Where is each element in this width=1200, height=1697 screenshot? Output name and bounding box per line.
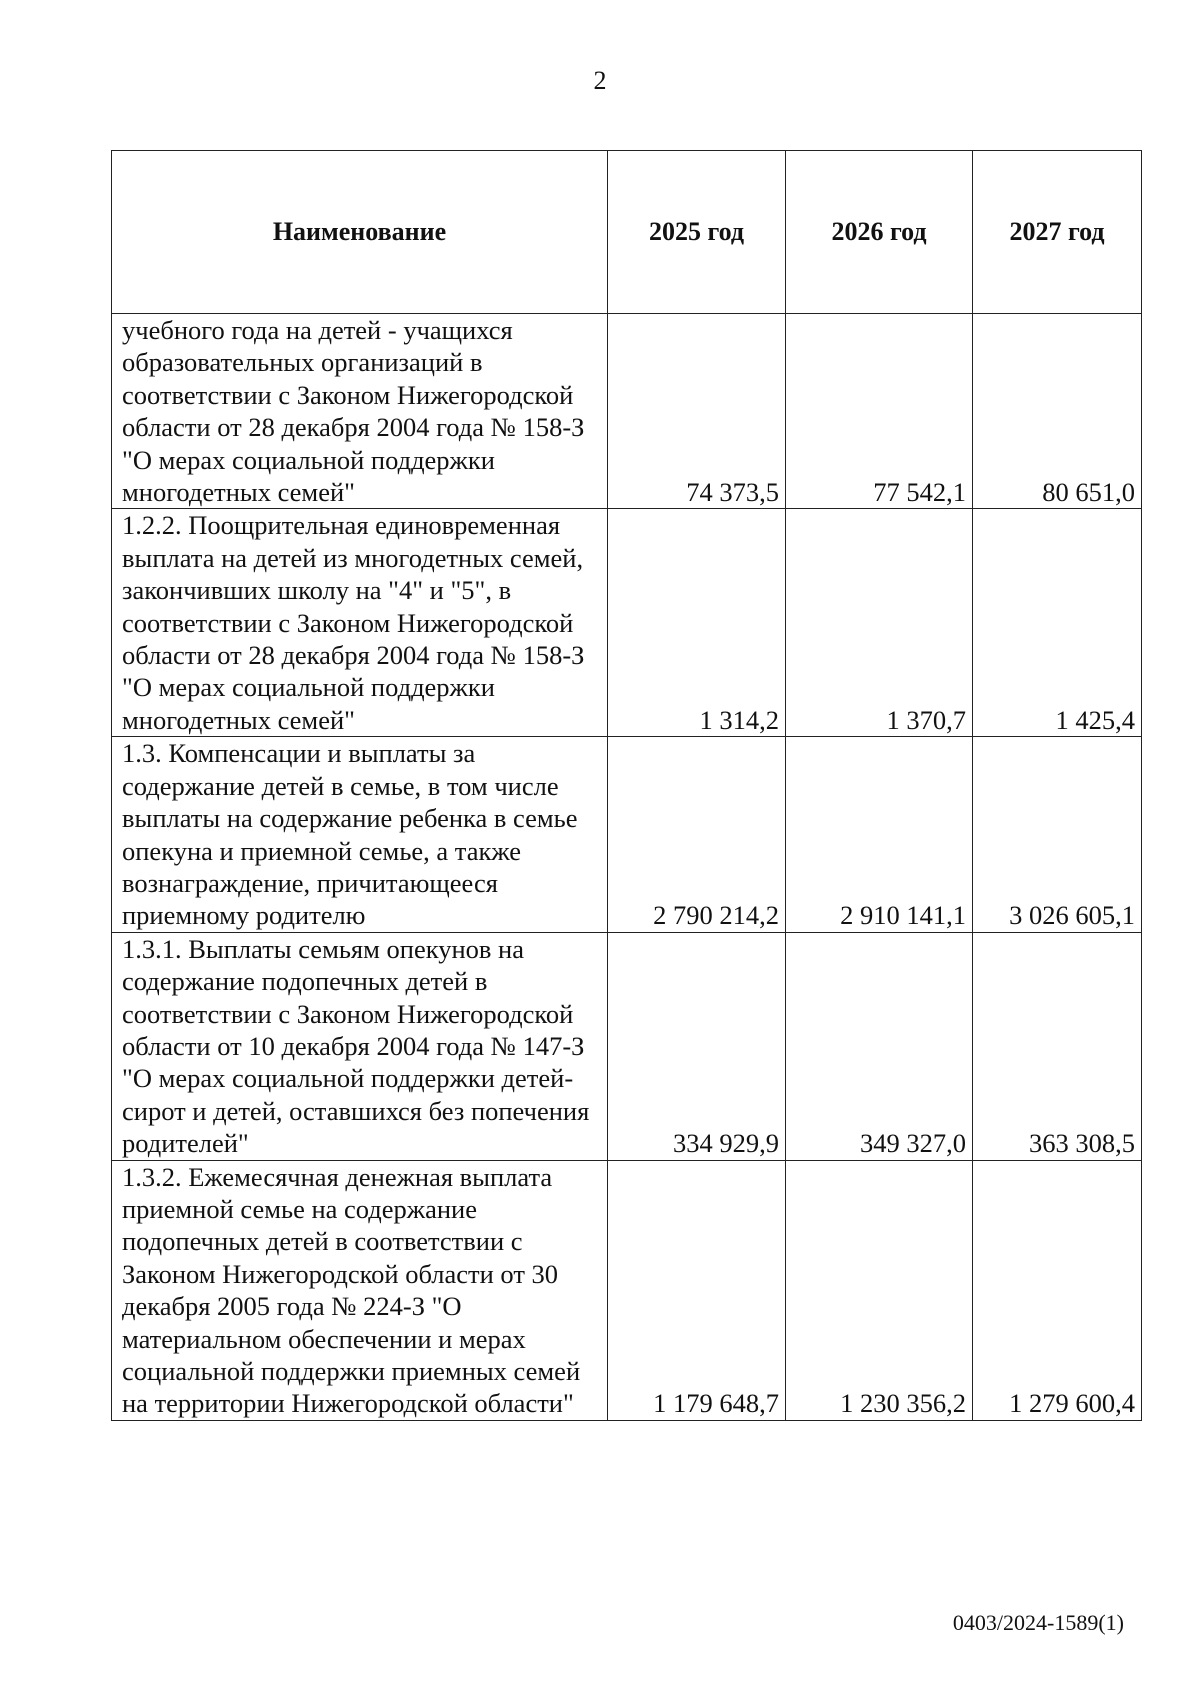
row-value-2027: 1 425,4: [973, 509, 1142, 737]
row-value-2025: 2 790 214,2: [608, 737, 786, 932]
table-row: [112, 1160, 1142, 1420]
table-row: [112, 932, 1142, 1160]
row-name: учебного года на детей - учащихся образовательных организаций в соответствии с Законом Нижегородской области от 28 декабря 2004 года № 158-З "О мерах социальной поддержки многодетных семей": [112, 314, 608, 509]
budget-table: [111, 150, 1142, 1421]
row-name: 1.3.1. Выплаты семьям опекунов на содержание подопечных детей в соответствии с Законом Нижегородской области от 10 декабря 2004 года № 147-З "О мерах социальной поддержки детей-сирот и детей, оставшихся без попечения родителей": [112, 932, 608, 1160]
row-value-2026: 2 910 141,1: [786, 737, 973, 932]
row-value-2025: 74 373,5: [608, 314, 786, 509]
row-value-2025: 1 179 648,7: [608, 1160, 786, 1420]
header-2027: 2027 год: [973, 151, 1142, 314]
row-value-2027: 80 651,0: [973, 314, 1142, 509]
table-row: [112, 314, 1142, 509]
header-2025: 2025 год: [608, 151, 786, 314]
table-header-row: [112, 151, 1142, 314]
row-value-2026: 1 230 356,2: [786, 1160, 973, 1420]
row-value-2027: 3 026 605,1: [973, 737, 1142, 932]
row-value-2025: 1 314,2: [608, 509, 786, 737]
table-row: [112, 737, 1142, 932]
table-row: [112, 509, 1142, 737]
header-2026: 2026 год: [786, 151, 973, 314]
row-value-2027: 1 279 600,4: [973, 1160, 1142, 1420]
row-value-2025: 334 929,9: [608, 932, 786, 1160]
row-name: 1.3. Компенсации и выплаты за содержание детей в семье, в том числе выплаты на содержание ребенка в семье опекуна и приемной семье, а также вознаграждение, причитающееся приемному родителю: [112, 737, 608, 932]
row-value-2026: 1 370,7: [786, 509, 973, 737]
header-name: Наименование: [112, 151, 608, 314]
row-name: 1.3.2. Ежемесячная денежная выплата приемной семье на содержание подопечных детей в соответствии с Законом Нижегородской области от 30 декабря 2005 года № 224-З "О материальном обеспечении и мерах социальной поддержки приемных семей на территории Нижегородской области": [112, 1160, 608, 1420]
row-value-2026: 349 327,0: [786, 932, 973, 1160]
row-name: 1.2.2. Поощрительная единовременная выплата на детей из многодетных семей, закончивших школу на "4" и "5", в соответствии с Законом Нижегородской области от 28 декабря 2004 года № 158-З "О мерах социальной поддержки многодетных семей": [112, 509, 608, 737]
page-number: 2: [593, 66, 607, 95]
document-registration-number: 0403/2024-1589(1): [952, 1610, 1124, 1635]
row-value-2027: 363 308,5: [973, 932, 1142, 1160]
row-value-2026: 77 542,1: [786, 314, 973, 509]
